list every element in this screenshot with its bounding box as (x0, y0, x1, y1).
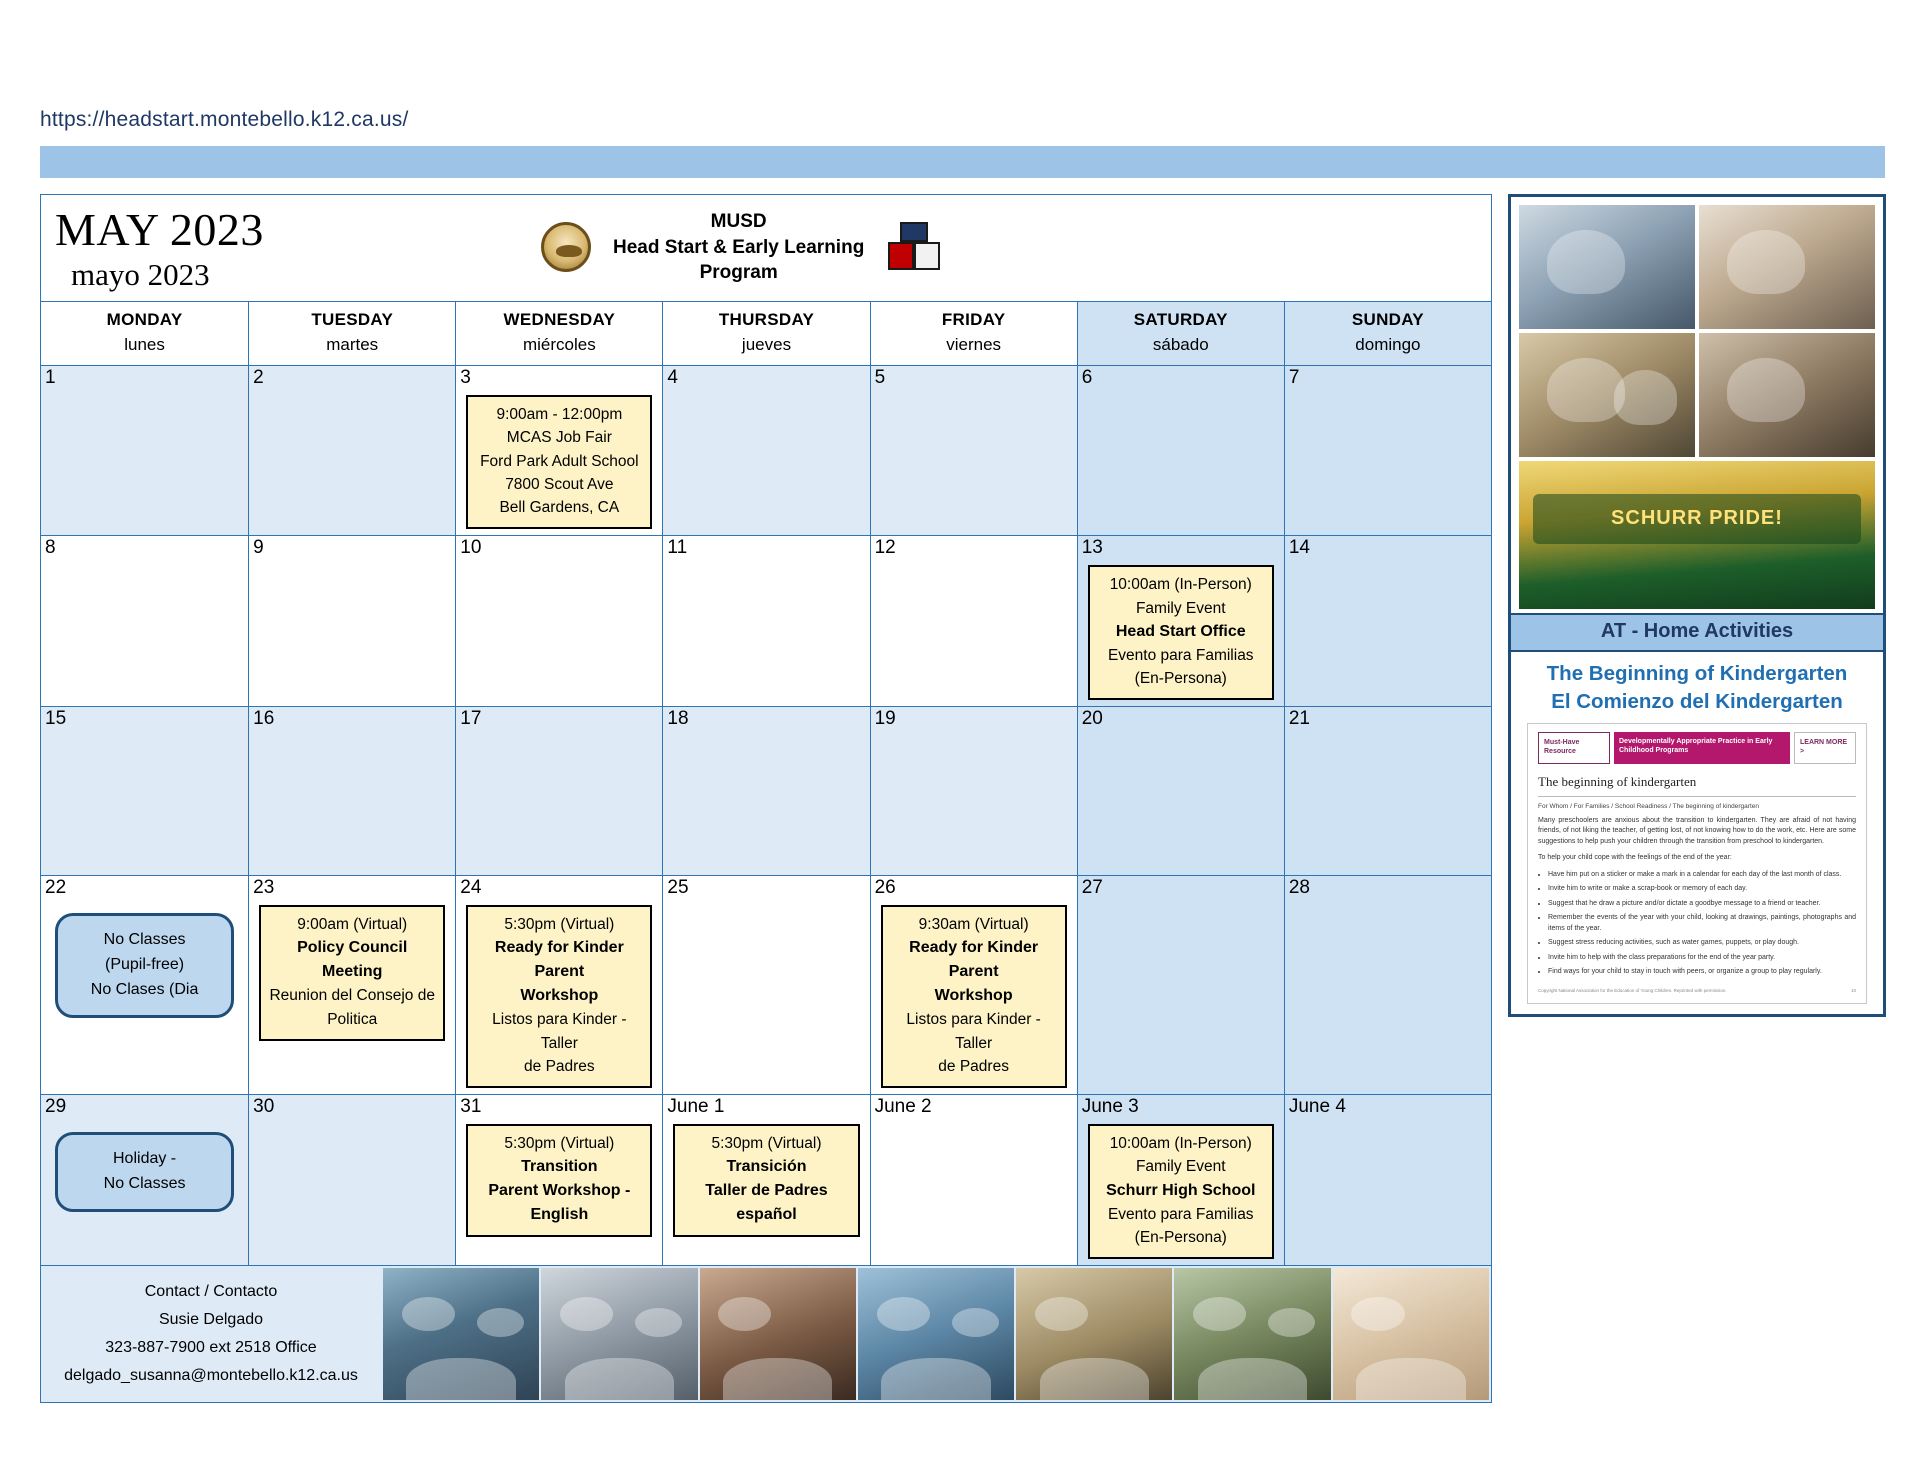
day-number: 30 (253, 1096, 275, 1118)
event-line: Head Start Office (1115, 622, 1246, 640)
kindergarten-flyer (1527, 723, 1867, 1004)
event-line: Listos para Kinder - Taller (492, 1011, 627, 1052)
event-line: 5:30pm (Virtual) (504, 916, 615, 934)
event-block[interactable] (259, 905, 445, 1041)
page-title-spanish: mayo 2023 (71, 256, 210, 292)
day-number: 4 (667, 367, 678, 389)
contact-title: Contact / Contacto (144, 1283, 278, 1301)
source-url: https://headstart.montebello.k12.ca.us/ (40, 108, 409, 131)
event-line: 9:00am (Virtual) (297, 916, 408, 934)
event-line: español (736, 1206, 797, 1224)
flyer-copyright: Copyright National Association for the Education of Young Children. Reprinted with permission. (1538, 987, 1727, 993)
event-block[interactable] (673, 1124, 859, 1237)
flyer-breadcrumb: For Whom / For Families / School Readiness / The beginning of kindergarten (1538, 802, 1759, 810)
day-number: 23 (253, 877, 275, 899)
photo-staff-portrait (700, 1268, 856, 1400)
day-number: 14 (1288, 537, 1310, 559)
day-cell[interactable] (41, 1095, 248, 1265)
photo-children-table-1 (1519, 333, 1695, 457)
event-line: Bell Gardens, CA (499, 499, 620, 517)
photo-family-event-1 (383, 1268, 539, 1400)
photo-child-blocks (1699, 333, 1875, 457)
day-number: 20 (1081, 708, 1103, 730)
day-cell[interactable] (1284, 536, 1491, 706)
calendar-footer (41, 1266, 1491, 1402)
day-cell[interactable] (870, 707, 1077, 875)
dow-thursday: THURSDAY jueves (662, 302, 869, 365)
dow-sunday: SUNDAY domingo (1284, 302, 1491, 365)
day-cell[interactable] (870, 536, 1077, 706)
day-number: 12 (874, 537, 896, 559)
org-line-3: Program (699, 262, 778, 284)
day-number: 6 (1081, 367, 1093, 389)
flyer-bullet: • Invite him to help with the class preparations for the end of the year party. (1548, 953, 1856, 964)
dow-friday: FRIDAY viernes (870, 302, 1077, 365)
flyer-bullet: • Find ways for your child to stay in touch with peers, or organize a group to play regularly. (1548, 967, 1856, 978)
day-of-week-header (41, 301, 1491, 366)
org-title (613, 209, 864, 286)
event-line: Politica (327, 1010, 378, 1028)
day-cell[interactable] (662, 707, 869, 875)
day-number: 17 (460, 708, 482, 730)
day-cell[interactable] (41, 876, 248, 1094)
day-number: 7 (1288, 367, 1300, 389)
event-line: 5:30pm (Virtual) (711, 1135, 822, 1153)
photo-resource-fair (1016, 1268, 1172, 1400)
day-number: 31 (460, 1096, 482, 1118)
event-line: Evento para Familias (1107, 1205, 1254, 1223)
photo-family-event-2 (541, 1268, 697, 1400)
day-cell[interactable] (1077, 366, 1284, 535)
note-line: (Pupil-free) (105, 956, 185, 973)
day-cell[interactable] (248, 876, 455, 1094)
calendar-week (41, 876, 1491, 1095)
event-line: 10:00am (In-Person) (1109, 576, 1252, 594)
day-cell[interactable] (1077, 1095, 1284, 1265)
day-number: 24 (460, 877, 482, 899)
note-line: Holiday - (113, 1150, 177, 1168)
event-line: Listos para Kinder - Taller (906, 1011, 1041, 1052)
day-cell[interactable] (1284, 366, 1491, 535)
day-cell[interactable] (870, 876, 1077, 1094)
day-cell[interactable] (1284, 1095, 1491, 1265)
event-block[interactable] (881, 905, 1067, 1088)
day-cell[interactable] (870, 1095, 1077, 1265)
flyer-heading: The beginning of kindergarten (1538, 774, 1856, 797)
note-line: No Clases (Dia (90, 980, 199, 998)
event-line: 5:30pm (Virtual) (504, 1135, 615, 1153)
contact-email[interactable]: delgado_susanna@montebello.k12.ca.us (64, 1367, 358, 1385)
event-line: English (530, 1206, 589, 1224)
day-cell[interactable] (662, 876, 869, 1094)
flyer-page-number: 10 (1850, 987, 1856, 993)
day-cell[interactable] (41, 536, 248, 706)
photo-child-puzzle (1519, 205, 1695, 329)
event-line: Evento para Familias (1107, 646, 1254, 664)
event-line: (En-Persona) (1134, 1228, 1227, 1246)
flyer-bullet: • Remember the events of the year with your child, looking at drawings, paintings, photographs and items of the year. (1548, 913, 1856, 934)
day-number: June 1 (667, 1096, 725, 1118)
page-title: MAY 2023 (55, 203, 264, 255)
abc-blocks-icon (886, 222, 942, 272)
day-number: 11 (667, 537, 688, 559)
flyer-bullet: • Suggest that he draw a picture and/or dictate a goodbye message to a friend or teacher. (1548, 899, 1856, 910)
kinder-title-english: The Beginning of Kindergarten (1546, 662, 1848, 685)
day-cell[interactable] (248, 536, 455, 706)
day-cell[interactable] (455, 366, 662, 535)
event-line: Reunion del Consejo de (269, 987, 435, 1005)
flyer-paragraph-1: Many preschoolers are anxious about the transition to kindergarten. They are afraid of not having friends, of not liking the teacher, of getting lost, of not knowing how to do the work, etc. Here are some suggestions to help push your children through the transition from preschool to kindergarten. (1538, 816, 1856, 845)
event-line: Transition (521, 1158, 598, 1176)
event-line: 9:30am (Virtual) (918, 916, 1029, 934)
event-block[interactable] (466, 905, 652, 1088)
day-cell[interactable] (41, 707, 248, 875)
event-line: Ready for Kinder Parent (909, 939, 1039, 981)
day-number: 26 (874, 877, 896, 899)
day-number: 22 (45, 877, 67, 899)
day-number: 13 (1081, 537, 1103, 559)
event-line: Family Event (1135, 1158, 1226, 1176)
classroom-photo-grid (1511, 197, 1883, 613)
district-seal-icon (541, 222, 591, 272)
event-line: Policy Council Meeting (297, 939, 408, 981)
no-classes-note (55, 913, 234, 1017)
photo-book-giveaway (858, 1268, 1014, 1400)
day-cell[interactable] (1284, 707, 1491, 875)
event-line: 7800 Scout Ave (505, 475, 614, 493)
flyer-logo-middle: Developmentally Appropriate Practice in Early Childhood Programs (1614, 732, 1790, 764)
event-line: de Padres (524, 1057, 595, 1075)
photo-child-playhouse (1699, 205, 1875, 329)
day-number: 29 (45, 1096, 67, 1118)
day-cell[interactable] (1077, 707, 1284, 875)
day-number: 25 (667, 877, 689, 899)
event-block[interactable] (1088, 565, 1274, 700)
flyer-bullet-list (1538, 870, 1856, 978)
flyer-paragraph-2: To help your child cope with the feelings of the end of the year: (1538, 854, 1732, 862)
dow-monday: MONDAY lunes (41, 302, 248, 365)
dow-wednesday: WEDNESDAY miércoles (455, 302, 662, 365)
day-cell[interactable] (455, 1095, 662, 1265)
schurr-pride-banner (1533, 494, 1861, 544)
day-cell[interactable] (1077, 876, 1284, 1094)
day-number: 5 (874, 367, 886, 389)
day-cell[interactable] (1284, 876, 1491, 1094)
day-number: 21 (1288, 708, 1310, 730)
note-line: No Classes (103, 931, 186, 949)
flyer-bullet: • Invite him to write or make a scrap-book or memory of each day. (1548, 884, 1856, 895)
day-number: 1 (45, 367, 56, 389)
kinder-title-spanish: El Comienzo del Kindergarten (1551, 689, 1843, 713)
org-line-1: MUSD (710, 211, 767, 232)
day-number: 10 (460, 537, 482, 559)
footer-photo-strip (381, 1266, 1491, 1402)
photo-produce-table (1174, 1268, 1330, 1400)
contact-name: Susie Delgado (158, 1311, 264, 1329)
day-number: 8 (45, 537, 56, 559)
event-line: MCAS Job Fair (506, 429, 612, 447)
flyer-logo-row (1538, 732, 1856, 764)
event-line: Ready for Kinder Parent (494, 939, 624, 981)
day-number: 2 (253, 367, 264, 389)
event-line: 9:00am - 12:00pm (496, 406, 623, 424)
calendar-week (41, 366, 1491, 536)
contact-info (41, 1266, 381, 1402)
event-line: Transición (726, 1158, 807, 1176)
day-number: June 2 (874, 1096, 932, 1118)
month-title-block (41, 203, 264, 292)
day-cell[interactable] (662, 536, 869, 706)
day-number: 15 (45, 708, 67, 730)
event-block[interactable] (1088, 1124, 1274, 1259)
org-branding (541, 209, 942, 286)
contact-phone: 323-887-7900 ext 2518 Office (105, 1339, 317, 1357)
right-side-panel (1508, 194, 1886, 1017)
day-cell[interactable] (1077, 536, 1284, 706)
day-number: 28 (1288, 877, 1310, 899)
calendar-week (41, 1095, 1491, 1266)
day-cell[interactable] (455, 536, 662, 706)
event-line: Schurr High School (1106, 1181, 1256, 1199)
day-number: 27 (1081, 877, 1103, 899)
event-line: Ford Park Adult School (480, 452, 639, 470)
header-color-band (40, 146, 1885, 178)
flyer-bullet: • Suggest stress reducing activities, such as water games, puppets, or play dough. (1548, 938, 1856, 949)
calendar (40, 194, 1492, 1403)
day-cell[interactable] (248, 1095, 455, 1265)
day-number: June 4 (1288, 1096, 1346, 1118)
calendar-header (41, 195, 1491, 301)
calendar-week (41, 536, 1491, 707)
day-cell[interactable] (248, 707, 455, 875)
event-line: Workshop (520, 987, 599, 1005)
day-cell[interactable] (455, 876, 662, 1094)
event-block[interactable] (466, 1124, 652, 1237)
day-cell[interactable] (41, 366, 248, 535)
flyer-footer (1538, 988, 1856, 993)
at-home-activities-title: AT - Home Activities (1511, 613, 1883, 652)
flyer-logo-left: Must-Have Resource (1538, 732, 1610, 764)
dow-tuesday: TUESDAY martes (248, 302, 455, 365)
event-line: Workshop (934, 987, 1013, 1005)
day-cell[interactable] (662, 1095, 869, 1265)
org-line-2: Head Start & Early Learning (613, 236, 865, 258)
day-number: 3 (460, 367, 471, 389)
event-line: Parent Workshop - (488, 1182, 631, 1200)
day-number: 18 (667, 708, 689, 730)
day-cell[interactable] (248, 366, 455, 535)
day-number: June 3 (1081, 1096, 1139, 1118)
day-number: 19 (874, 708, 896, 730)
day-number: 16 (253, 708, 275, 730)
day-cell[interactable] (662, 366, 869, 535)
dow-saturday: SATURDAY sábado (1077, 302, 1284, 365)
day-number: 9 (253, 537, 264, 559)
photo-schurr-pride-group (1519, 461, 1875, 609)
photo-illustration-baby (1333, 1268, 1489, 1400)
kinder-section-titles (1511, 652, 1883, 721)
flyer-logo-right: LEARN MORE > (1794, 732, 1856, 764)
calendar-week (41, 707, 1491, 876)
event-block[interactable] (466, 395, 652, 529)
day-cell[interactable] (870, 366, 1077, 535)
event-line: Taller de Padres (705, 1182, 828, 1200)
holiday-note (55, 1132, 234, 1212)
note-line: No Classes (103, 1174, 186, 1192)
flyer-bullet: • Have him put on a sticker or make a mark in a calendar for each day of the last month of class. (1548, 870, 1856, 881)
day-cell[interactable] (455, 707, 662, 875)
event-line: (En-Persona) (1134, 670, 1227, 688)
event-line: de Padres (938, 1057, 1009, 1075)
event-line: 10:00am (In-Person) (1109, 1135, 1252, 1153)
event-line: Family Event (1135, 599, 1226, 617)
